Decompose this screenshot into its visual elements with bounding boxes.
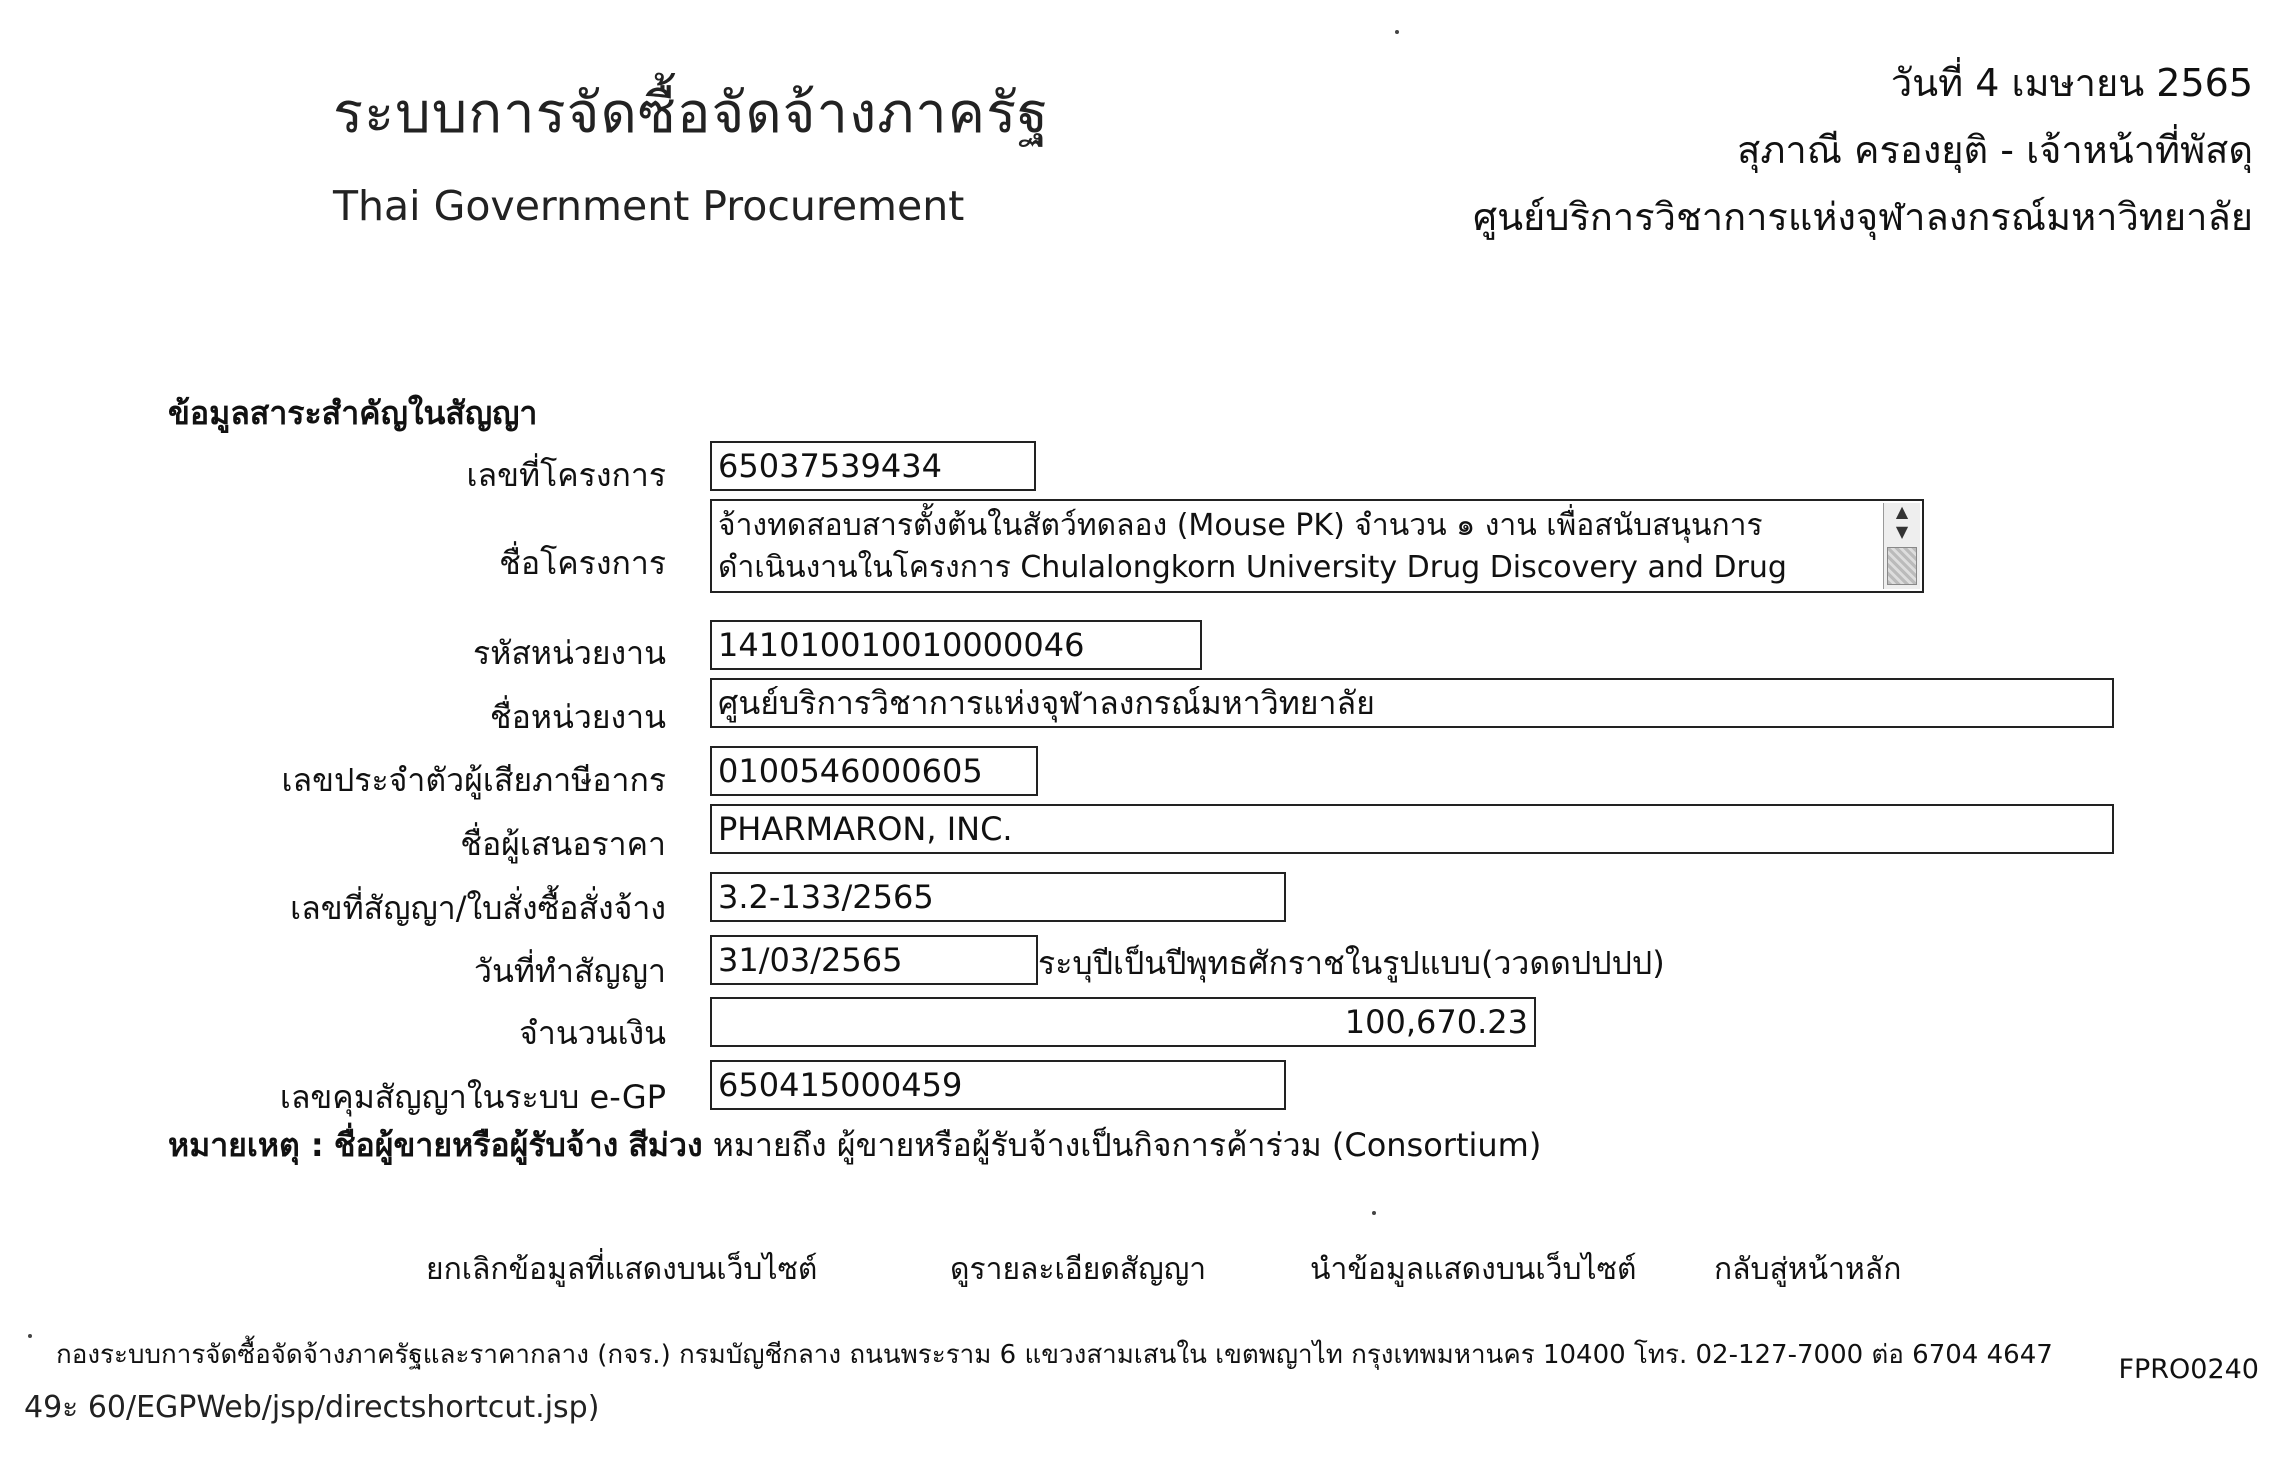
scan-speck — [1372, 1211, 1376, 1215]
amount-field[interactable]: 100,670.23 — [710, 997, 1536, 1047]
vertical-scrollbar[interactable] — [1883, 503, 1920, 589]
project-name-line: ดำเนินงานในโครงการ Chulalongkorn University Drug Discovery and Drug — [718, 550, 1787, 585]
egp-number-field[interactable]: 650415000459 — [710, 1060, 1286, 1110]
agency-code-label: รหัสหน่วยงาน — [473, 634, 666, 672]
scan-speck — [28, 1334, 32, 1338]
remark-text-after: หมายถึง ผู้ขายหรือผู้รับจ้างเป็นกิจการค้าร่วม (Consortium) — [712, 1126, 1542, 1164]
project-number-label: เลขที่โครงการ — [466, 456, 666, 494]
footer-address: กองระบบการจัดซื้อจัดจ้างภาครัฐและราคากลาง (กจร.) กรมบัญชีกลาง ถนนพระราม 6 แขวงสามเสนใน เขตพญาไท กรุงเทพมหานคร 10400 โทร. 02-127-7000 ต่อ 6704 4647 — [56, 1340, 2053, 1370]
project-name-line: จ้างทดสอบสารตั้งต้นในสัตว์ทดลอง (Mouse PK) จำนวน ๑ งาน เพื่อสนับสนุนการ — [718, 508, 1763, 543]
scroll-up-icon[interactable]: ▲ — [1895, 502, 1909, 521]
amount-label: จำนวนเงิน — [519, 1014, 666, 1052]
contract-number-label: เลขที่สัญญา/ใบสั่งซื้อสั่งจ้าง — [290, 889, 666, 927]
user-info-block — [1473, 50, 2253, 251]
agency-name-field[interactable]: ศูนย์บริการวิชาการแห่งจุฬาลงกรณ์มหาวิทยาลัย — [710, 678, 2114, 728]
contract-date-label: วันที่ทำสัญญา — [473, 952, 666, 990]
tax-id-label: เลขประจำตัวผู้เสียภาษีอากร — [281, 761, 666, 799]
page-url: 49ะ 60/EGPWeb/jsp/directshortcut.jsp) — [24, 1390, 600, 1425]
agency-code-field[interactable]: 141010010010000046 — [710, 620, 1202, 670]
organization-name: ศูนย์บริการวิชาการแห่งจุฬาลงกรณ์มหาวิทยาลัย — [1472, 195, 2253, 239]
scroll-down-icon[interactable]: ▼ — [1895, 522, 1909, 541]
contract-number-field[interactable]: 3.2-133/2565 — [710, 872, 1286, 922]
project-name-label: ชื่อโครงการ — [499, 544, 666, 582]
scan-speck — [1395, 30, 1399, 34]
tax-id-field[interactable]: 0100546000605 — [710, 746, 1038, 796]
contract-date-hint: ระบุปีเป็นปีพุทธศักราชในรูปแบบ(ววดดปปปป) — [1038, 944, 1665, 982]
agency-name-label: ชื่อหน่วยงาน — [489, 698, 666, 736]
remark-highlight: สีม่วง — [628, 1126, 703, 1164]
project-number-field[interactable]: 65037539434 — [710, 441, 1036, 491]
contract-date-field[interactable]: 31/03/2565 — [710, 935, 1038, 985]
egp-number-label: เลขคุมสัญญาในระบบ e-GP — [279, 1078, 666, 1116]
scrollbar-thumb[interactable] — [1887, 547, 1917, 585]
current-date: วันที่ 4 เมษายน 2565 — [1890, 61, 2253, 105]
remark-text-before: ชื่อผู้ขายหรือผู้รับจ้าง — [333, 1126, 619, 1164]
remark-note — [168, 1120, 1541, 1171]
cancel-display-link[interactable]: ยกเลิกข้อมูลที่แสดงบนเว็บไซต์ — [426, 1252, 818, 1287]
system-title-thai: ระบบการจัดซื้อจัดจ้างภาครัฐ — [333, 81, 1050, 146]
bidder-name-label: ชื่อผู้เสนอราคา — [460, 825, 666, 863]
project-name-textarea[interactable] — [710, 499, 1924, 593]
page-code: FPRO0240 — [2118, 1354, 2259, 1385]
publish-link[interactable]: นำข้อมูลแสดงบนเว็บไซต์ — [1310, 1252, 1637, 1287]
section-title: ข้อมูลสาระสำคัญในสัญญา — [168, 394, 538, 432]
remark-prefix: หมายเหตุ : — [168, 1126, 324, 1164]
system-title-english: Thai Government Procurement — [333, 182, 965, 230]
user-name: สุภาณี ครองยุติ - เจ้าหน้าที่พัสดุ — [1737, 128, 2253, 172]
bidder-name-field[interactable]: PHARMARON, INC. — [710, 804, 2114, 854]
view-contract-link[interactable]: ดูรายละเอียดสัญญา — [950, 1252, 1207, 1287]
back-home-link[interactable]: กลับสู่หน้าหลัก — [1714, 1252, 1902, 1287]
